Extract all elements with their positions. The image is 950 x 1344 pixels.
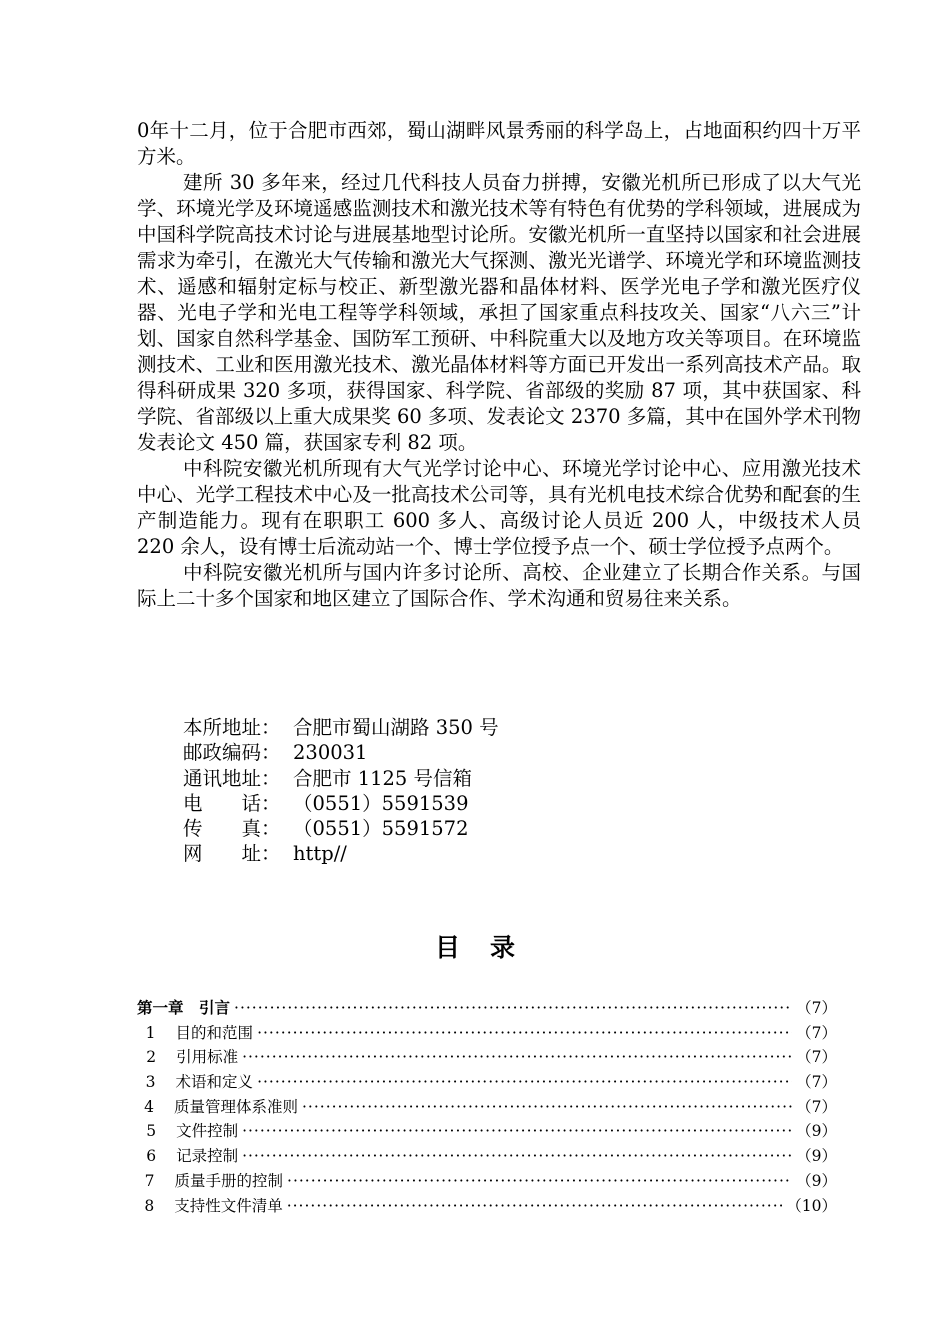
toc-item-number: 5 [146, 1122, 157, 1141]
toc-leader-dots [242, 1048, 792, 1066]
toc-item-number: 1 [145, 1023, 156, 1042]
postcode-value: 230031 [293, 741, 368, 765]
toc-item-label: 文件控制 [176, 1122, 239, 1141]
toc-item-label: 引用标准 [176, 1048, 239, 1067]
contact-fax [183, 816, 499, 841]
toc-page-number: （7） [796, 1073, 837, 1092]
toc-item[interactable] [137, 1169, 837, 1194]
toc-leader-dots [242, 1122, 792, 1140]
mail-label: 通讯地址： [183, 766, 281, 790]
toc-chapter-1[interactable] [137, 996, 837, 1021]
toc-item-label: 术语和定义 [175, 1073, 254, 1092]
toc-item-label: 支持性文件清单 [174, 1196, 283, 1215]
toc-leader-dots [234, 999, 792, 1017]
fax-label: 传 真： [183, 817, 281, 841]
toc-leader-dots [242, 1147, 792, 1165]
address-label: 本所地址： [183, 716, 281, 739]
phone-value: （0551）5591539 [293, 791, 469, 815]
toc-item-number: 3 [145, 1073, 156, 1092]
phone-label: 电 话： [183, 791, 281, 815]
toc-item[interactable] [137, 1021, 837, 1046]
toc-item[interactable] [137, 1045, 837, 1070]
toc-leader-dots [257, 1073, 792, 1091]
toc-item-number: 8 [144, 1196, 155, 1215]
contact-address [183, 715, 499, 740]
paragraph-1: 0年十二月，位于合肥市西郊，蜀山湖畔风景秀丽的科学岛上，占地面积约四十万平方米。 [137, 119, 861, 168]
toc-item-label: 质量管理体系准则 [173, 1097, 298, 1116]
toc-item[interactable] [137, 1144, 837, 1169]
toc-item-label: 目的和范围 [175, 1023, 254, 1042]
body-text [137, 118, 861, 612]
toc-item-number: 6 [146, 1147, 157, 1166]
toc-title: 目录 [434, 933, 545, 962]
toc-item[interactable] [137, 1070, 837, 1095]
contact-web [183, 841, 499, 866]
web-value[interactable]: http// [293, 842, 347, 866]
toc-item-number: 4 [144, 1097, 154, 1116]
toc-page-number: （7） [796, 999, 837, 1017]
postcode-label: 邮政编码： [183, 741, 281, 765]
toc-leader-dots [287, 1197, 783, 1215]
toc-leader-dots [257, 1024, 792, 1042]
toc-page-number: （9） [796, 1171, 837, 1190]
toc-item-number: 7 [144, 1171, 155, 1190]
toc-page-number: （7） [796, 1097, 837, 1116]
fax-value: （0551）5591572 [293, 817, 469, 841]
toc-leader-dots [302, 1098, 792, 1116]
paragraph-4: 中科院安徽光机所与国内许多讨论所、高校、企业建立了长期合作关系。与国际上二十多个国家和地区建立了国际合作、学术沟通和贸易往来关系。 [137, 561, 861, 610]
table-of-contents [137, 996, 837, 1218]
contact-mail [183, 766, 499, 791]
paragraph-2: 建所 30 多年来，经过几代科技人员奋力拼搏，安徽光机所已形成了以大气光学、环境光学及环境遥感监测技术和激光技术等有特色有优势的学科领域，进展成为中国科学院高技术讨论与进展基地型讨论所。安徽光机所一直坚持以国家和社会进展需求为牵引，在激光大气传输和激光大气探测、激光光谱学、环境光学和环境监测技术、遥感和辐射定标与校正、新型激光器和晶体材料、医学光电子学和激光医疗仪器、光电子学和光电工程等学科领域，承担了国家重点科技攻关、国家“八六三”计划、国家自然科学基金、国防军工预研、中科院重大以及地方攻关等项目。在环境监测技术、工业和医用激光技术、激光晶体材料等方面已开发出一系列高技术产品。取得科研成果 320 多项，获得国家、科学院、省部级的奖励 87 项，其中获国家、科学院、省部级以上重大成果奖 60 多项、发表论文 2370 多篇，其中在国外学术刊物发表论文 450 篇，获国家专利 82 项。 [137, 171, 861, 454]
contact-postcode [183, 740, 499, 765]
mail-value: 合肥市 1125 号信箱 [293, 766, 473, 790]
toc-page-number: （9） [796, 1122, 837, 1141]
toc-page-number: （10） [786, 1196, 837, 1215]
contact-phone [183, 791, 499, 816]
toc-item[interactable] [137, 1095, 837, 1120]
contact-block [183, 715, 499, 867]
toc-chapter-label: 第一章 引言 [137, 999, 231, 1017]
paragraph-3: 中科院安徽光机所现有大气光学讨论中心、环境光学讨论中心、应用激光技术中心、光学工程技术中心及一批高技术公司等，具有光机电技术综合优势和配套的生产制造能力。现有在职职工 600 多人、高级讨论人员近 200 人，中级技术人员 220 余人，设有博士后流动站一个、博士学位授予点一个、硕士学位授予点两个。 [137, 457, 861, 558]
toc-page-number: （7） [796, 1023, 837, 1042]
toc-leader-dots [287, 1172, 792, 1190]
toc-item-label: 记录控制 [176, 1147, 239, 1166]
toc-item-label: 质量手册的控制 [174, 1171, 284, 1190]
toc-item[interactable] [137, 1194, 837, 1219]
toc-item-number: 2 [146, 1048, 157, 1067]
toc-page-number: （9） [796, 1147, 837, 1166]
address-value: 合肥市蜀山湖路 350 号 [293, 716, 499, 739]
web-label: 网 址： [183, 842, 281, 866]
toc-item[interactable] [137, 1119, 837, 1144]
toc-page-number: （7） [796, 1048, 837, 1067]
